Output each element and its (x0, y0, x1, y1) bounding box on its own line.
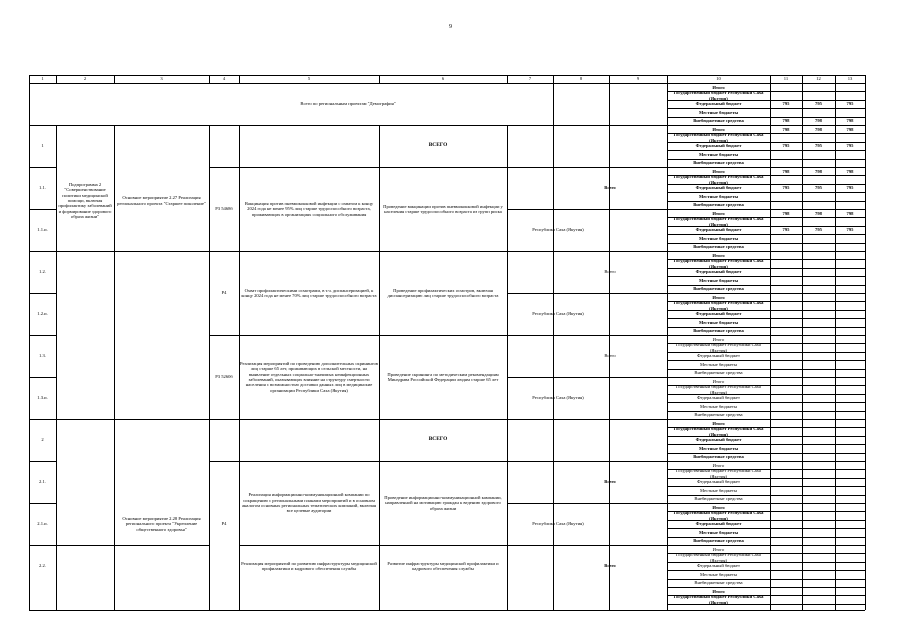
budget-value: 798 (846, 118, 854, 124)
budget-source-label: Внебюджетные средства (694, 496, 743, 502)
budget-source-label: Федеральный бюджет (695, 269, 742, 275)
region-label: Республика Саха (Якутия) (532, 521, 584, 527)
budget-source-label: Итого (712, 420, 725, 426)
budget-value: 795 (815, 143, 822, 149)
region-label: Республика Саха (Якутия) (532, 311, 584, 317)
code-label: P4 (221, 521, 227, 527)
budget-source-label: Внебюджетные средства (693, 328, 744, 334)
row-id: 2.2. (39, 563, 46, 569)
budget-source-label: Федеральный бюджет (695, 521, 742, 527)
budget-source-label: Итого (712, 168, 725, 174)
budget-source-label: Государственный бюджет Республики Саха (Якутия) (673, 511, 764, 520)
budget-source-label: Итого (712, 294, 725, 300)
column-header-divider (609, 75, 610, 83)
row-id: 1.2. (39, 269, 46, 275)
column-header-divider (29, 75, 30, 83)
budget-value: 795 (815, 101, 822, 107)
budget-source-label: Внебюджетные средства (693, 118, 744, 124)
budget-value: 795 (782, 185, 790, 191)
total-row-label: Всего (604, 563, 616, 569)
budget-source-label: Местные бюджеты (699, 571, 738, 577)
budget-source-label: Местные бюджеты (698, 193, 739, 199)
budget-source-label: Внебюджетные средства (694, 412, 743, 418)
budget-source-label: Местные бюджеты (698, 529, 739, 535)
budget-source-label: Местные бюджеты (698, 277, 739, 283)
column-header-divider (835, 75, 836, 83)
budget-value: 798 (815, 168, 822, 174)
column-number: 12 (816, 76, 821, 82)
event-label: Основное мероприятие 2.28 Реализация регионального проекта "Укрепление общественного здоровья" (122, 516, 201, 532)
row-id: 1.3. (39, 353, 46, 359)
row-id: 1.2.и. (37, 311, 48, 317)
budget-source-label: Итого (712, 84, 725, 90)
code-label: P4 (221, 290, 227, 296)
budget-source-label: Государственный бюджет Республики Саха (Якутия) (673, 595, 764, 604)
task-text: Реализация мероприятий по проведению дополнительных скринингов лиц старше 65 лет, проживающих в сельской местности, на выявление отдельных социально-значимых неинфекционных заболеваний, оказывающих влияние на структуру смертности населения с возможностью доставки данных лиц в медицинские организации Республики Саха (Якутия) (240, 361, 378, 393)
budget-source-label: Внебюджетные средства (694, 580, 743, 586)
column-header-divider (239, 75, 240, 83)
budget-source-label: Итого (712, 378, 725, 384)
result-text: Проведение скрининга по методическим рекомендациям Минздрава Российской Федерации людям старше 65 лет (387, 371, 499, 382)
row-id: 2.1. (39, 479, 46, 485)
budget-source-label: Внебюджетные средства (694, 370, 743, 376)
budget-source-label: Государственный бюджет Республики Саха (Якутия) (673, 259, 764, 268)
budget-source-label: Внебюджетные средства (693, 286, 744, 292)
budget-value: 798 (846, 126, 854, 132)
budget-source-label: Государственный бюджет Республики Саха (Якутия) (676, 553, 761, 562)
column-line (56, 125, 57, 610)
column-header-divider (770, 75, 771, 83)
row-id: 1 (41, 143, 44, 149)
column-header-divider (507, 75, 508, 83)
column-number: 7 (528, 76, 532, 82)
budget-value: 795 (815, 185, 822, 191)
budget-value: 798 (846, 210, 854, 216)
column-number: 3 (160, 76, 163, 82)
budget-column-line (865, 83, 866, 610)
budget-column-line (770, 83, 771, 610)
budget-value: 795 (846, 101, 854, 107)
budget-source-label: Местные бюджеты (699, 487, 738, 493)
budget-value: 795 (846, 227, 854, 233)
total-label: ВСЕГО (428, 142, 448, 149)
budget-source-label: Внебюджетные средства (693, 454, 744, 460)
column-header-divider (379, 75, 380, 83)
event-label: Основное мероприятие 2.27 Реализация регионального проекта "Старшее поколение" (117, 195, 206, 206)
budget-source-label: Местные бюджеты (699, 403, 738, 409)
budget-source-label: Федеральный бюджет (695, 143, 742, 149)
budget-source-label: Местные бюджеты (698, 235, 739, 241)
result-text: Проведение информационно-коммуникационной кампании, направленной на мотивацию граждан к ведению здорового образа жизни (384, 495, 502, 511)
budget-source-label: Государственный бюджет Республики Саха (Якутия) (673, 133, 764, 142)
budget-source-label: Внебюджетные средства (693, 202, 744, 208)
budget-source-label: Государственный бюджет Республики Саха (Якутия) (673, 91, 764, 100)
budget-source-label: Государственный бюджет Республики Саха (Якутия) (673, 427, 764, 436)
budget-source-label: Государственный бюджет Республики Саха (Якутия) (673, 301, 764, 310)
budget-source-label: Федеральный бюджет (697, 353, 740, 359)
budget-value: 798 (782, 210, 790, 216)
budget-table (29, 75, 865, 610)
budget-source-label: Внебюджетные средства (693, 244, 744, 250)
column-number: 5 (307, 76, 311, 82)
budget-source-label: Государственный бюджет Республики Саха (Якутия) (676, 343, 761, 352)
budget-source-label: Федеральный бюджет (697, 563, 740, 569)
budget-source-label: Федеральный бюджет (697, 479, 740, 485)
budget-source-label: Итого (712, 336, 725, 342)
column-line (209, 125, 210, 610)
budget-source-label: Итого (712, 210, 725, 216)
budget-source-label: Федеральный бюджет (695, 311, 742, 317)
page-number: 9 (449, 24, 452, 30)
result-text: Проведение вакцинации против пневмококковой инфекции у населения старше трудоспособного возраста из групп риска (383, 203, 503, 214)
section-title: Всего по региональным проектам "Демография" (300, 101, 396, 107)
budget-value: 798 (815, 118, 822, 124)
budget-source-label: Государственный бюджет Республики Саха (Якутия) (673, 175, 764, 184)
budget-value: 795 (782, 227, 790, 233)
column-line (507, 125, 508, 610)
region-label: Республика Саха (Якутия) (532, 227, 584, 233)
result-text: Проведение профилактических осмотров, включая диспансеризацию лиц старше трудоспособного возраста (387, 287, 499, 298)
task-text: Охват профилактическими осмотрами, в т.ч. диспансеризацией, к концу 2024 года не менее 70% лиц старше трудоспособного возраста (241, 287, 377, 298)
column-number: 10 (716, 76, 721, 82)
column-line (379, 125, 380, 610)
task-text: Реализация информационно-коммуникационной компании по сокращению с региональными планами мероприятий и в основном аналогом основных региональных тематических компаний, включая все целевые аудитории (241, 492, 377, 514)
task-text: Вакцинация против пневмококковой инфекции с охватом к концу 2024 года не менее 95% лиц старше трудоспособного возраста, проживающих в организациях социального обслуживания (244, 201, 374, 217)
budget-source-label: Государственный бюджет Республики Саха (Якутия) (676, 385, 761, 394)
column-header-divider (802, 75, 803, 83)
budget-source-label: Местные бюджеты (698, 151, 739, 157)
budget-source-label: Государственный бюджет Республики Саха (Якутия) (673, 217, 764, 226)
budget-source-label: Федеральный бюджет (695, 101, 742, 107)
column-number: 2 (83, 76, 87, 82)
budget-source-label: Итого (712, 126, 725, 132)
budget-value: 798 (846, 168, 854, 174)
budget-value: 798 (815, 210, 822, 216)
region-label: Республика Саха (Якутия) (532, 395, 584, 401)
budget-source-label: Внебюджетные средства (693, 538, 744, 544)
budget-source-label: Местные бюджеты (699, 361, 738, 367)
column-number: 9 (636, 76, 640, 82)
budget-source-label: Федеральный бюджет (697, 395, 740, 401)
budget-source-label: Итого (712, 546, 725, 552)
budget-value: 798 (782, 118, 790, 124)
budget-source-label: Федеральный бюджет (695, 185, 742, 191)
budget-source-label: Итого (712, 588, 725, 594)
task-text: Реализация мероприятий по развитию инфраструктуры медицинской профилактики и кадрового обеспечения службы (241, 560, 377, 571)
budget-column-line (802, 83, 803, 610)
budget-source-label: Итого (712, 252, 725, 258)
row-id: 2 (41, 437, 44, 443)
column-header-divider (865, 75, 866, 83)
budget-source-label: Местные бюджеты (698, 319, 739, 325)
column-header-divider (553, 75, 554, 83)
budget-source-label: Федеральный бюджет (695, 437, 742, 443)
budget-source-label: Итого (712, 462, 725, 468)
budget-source-label: Итого (712, 504, 725, 510)
budget-value: 795 (846, 143, 854, 149)
total-row-label: Всего (604, 479, 616, 485)
column-number: 6 (441, 76, 445, 82)
column-line (553, 83, 554, 610)
budget-value: 798 (782, 168, 790, 174)
total-label: ВСЕГО (428, 436, 448, 443)
code-label: P3 5468б (215, 206, 233, 212)
column-header-divider (209, 75, 210, 83)
budget-source-label: Внебюджетные средства (693, 160, 744, 166)
total-row-label: Всего (604, 353, 616, 359)
column-header-divider (667, 75, 668, 83)
budget-value: 795 (782, 143, 790, 149)
column-header-divider (56, 75, 57, 83)
column-line (114, 125, 115, 610)
border-bottom (29, 610, 865, 611)
column-number: 4 (222, 76, 226, 82)
total-row-label: Всего (604, 269, 616, 275)
column-line (239, 125, 240, 610)
budget-value: 795 (846, 185, 854, 191)
budget-source-label: Местные бюджеты (698, 445, 739, 451)
row-id: 2.1.и. (37, 521, 48, 527)
column-line (609, 83, 610, 610)
row-id: 1.1. (39, 185, 46, 191)
budget-column-line (835, 83, 836, 610)
budget-source-label: Местные бюджеты (698, 109, 739, 115)
budget-value: 795 (782, 101, 790, 107)
column-number: 8 (579, 76, 583, 82)
budget-source-label: Государственный бюджет Республики Саха (Якутия) (676, 469, 761, 478)
budget-value: 798 (782, 126, 790, 132)
code-label: P3 5260б (215, 374, 233, 380)
subprogram-label: Подпрограмма 2 "Совершенствование политики медицинской помощи, включая профилактику заболеваний и формирование здорового образа жизни" (58, 182, 112, 219)
result-text: Развитие инфраструктуры медицинской профилактики и кадрового обеспечения службы (387, 560, 499, 571)
budget-source-label: Федеральный бюджет (695, 227, 742, 233)
row-id: 1.3.и. (37, 395, 48, 401)
budget-value: 798 (815, 126, 822, 132)
row-id: 1.1.и. (37, 227, 48, 233)
column-header-divider (114, 75, 115, 83)
column-number: 1 (41, 76, 44, 82)
budget-value: 795 (815, 227, 822, 233)
column-number: 11 (783, 76, 789, 82)
column-number: 13 (847, 76, 853, 82)
total-row-label: Всего (604, 185, 616, 191)
